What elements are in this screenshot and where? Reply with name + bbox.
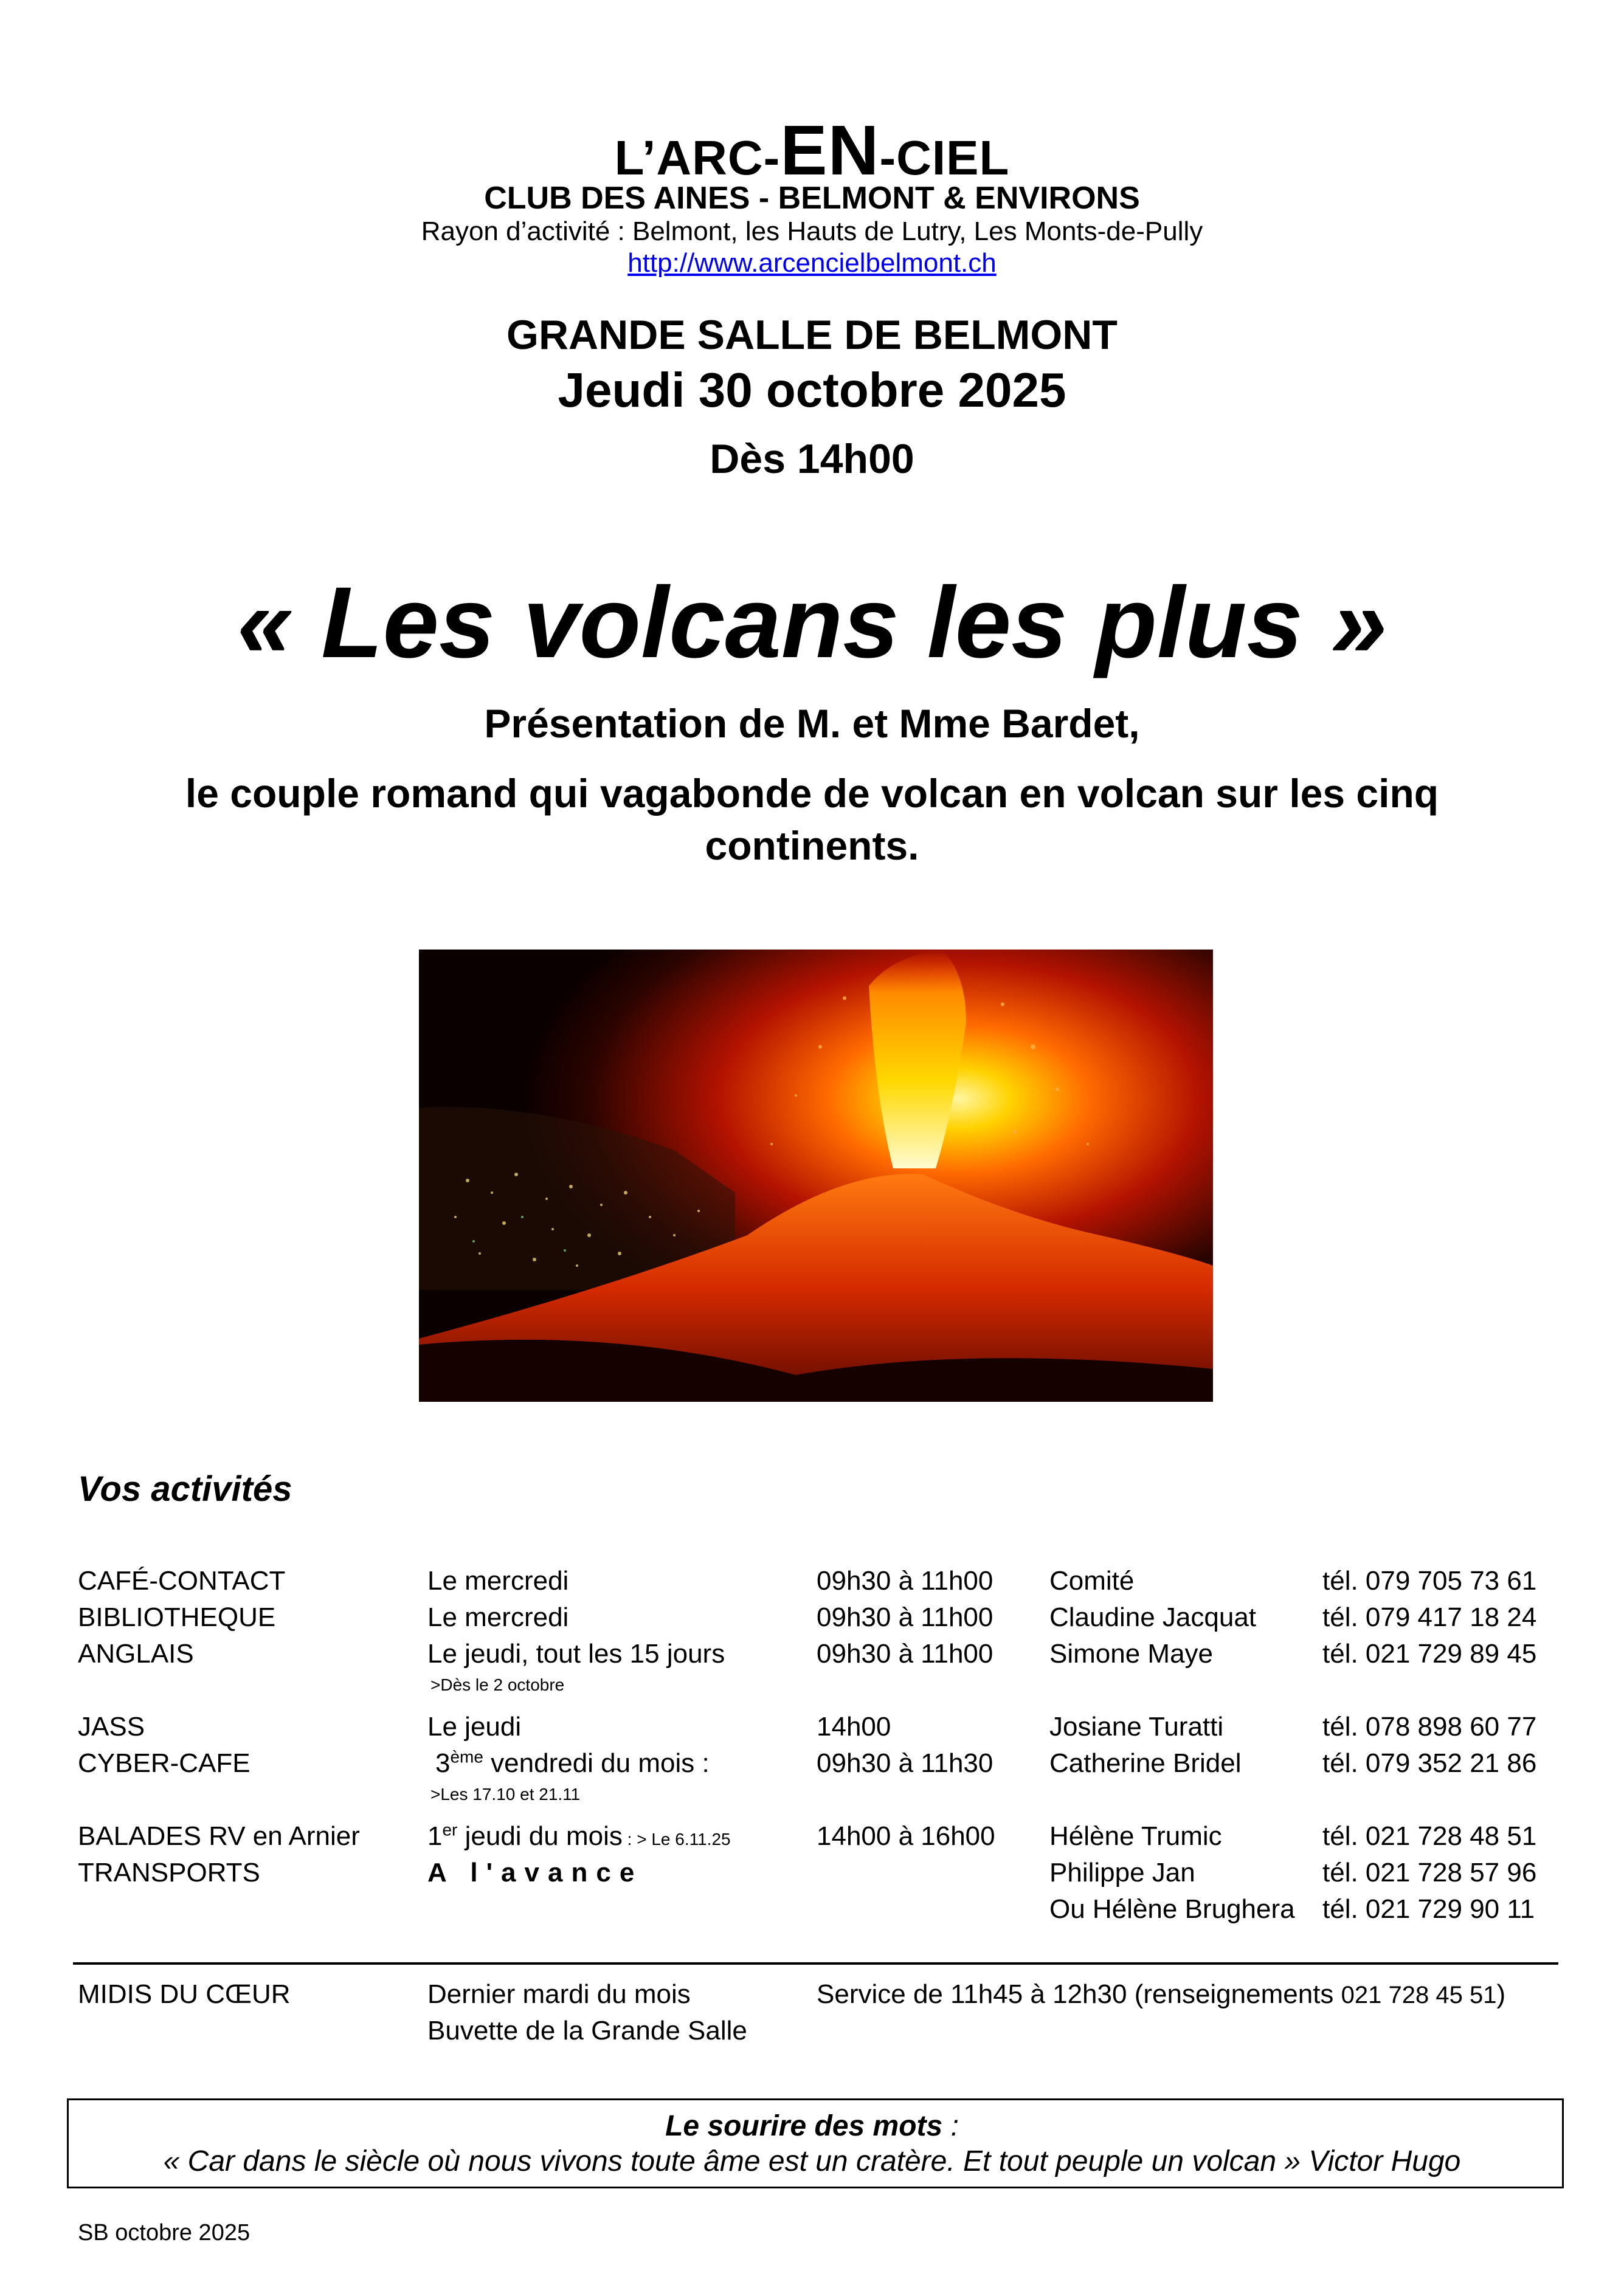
logo-part-3: -CIEL [879,131,1010,185]
activity-name: CAFÉ-CONTACT [78,1566,286,1596]
event-title: « Les volcans les plus » [237,567,1387,679]
logo-part-1: L’ARC- [614,131,781,185]
website-link[interactable]: http://www.arcencielbelmont.ch [627,248,997,278]
activity-name: TRANSPORTS [78,1858,260,1887]
activity-phone: tél. 079 417 18 24 [1322,1602,1537,1632]
activity-contact: Claudine Jacquat [1049,1602,1257,1632]
activity-phone: tél. 021 729 89 45 [1322,1639,1537,1669]
activity-phone: tél. 079 705 73 61 [1322,1566,1537,1596]
activity-contact: Simone Maye [1049,1639,1214,1669]
activity-name: JASS [78,1712,145,1742]
section-divider [73,1962,1558,1965]
activity-hours: 09h30 à 11h00 [817,1566,993,1596]
activity-when: A l'avance [427,1858,643,1887]
event-time: Dès 14h00 [710,436,914,482]
activities-heading: Vos activités [78,1469,292,1509]
footer-signature: SB octobre 2025 [78,2220,251,2246]
activity-note: >Les 17.10 et 21.11 [430,1785,581,1804]
event-venue: GRANDE SALLE DE BELMONT [506,312,1118,358]
activity-contact: Hélène Trumic [1049,1821,1222,1851]
activity-when: Le jeudi [427,1712,522,1742]
activity-phone: tél. 021 729 90 11 [1322,1894,1535,1924]
activity-hours: 09h30 à 11h30 [817,1748,993,1778]
activity-phone: tél. 079 352 21 86 [1322,1748,1537,1778]
midis-when: Dernier mardi du mois [427,1979,691,2009]
activity-name: BALADES RV en Arnier [78,1821,360,1851]
activity-phone: tél. 021 728 48 51 [1322,1821,1537,1851]
activity-contact: Catherine Bridel [1049,1748,1242,1778]
activity-when: Le jeudi, tout les 15 jours [427,1639,725,1669]
club-logo-title [0,109,1624,191]
event-description: le couple romand qui vagabonde de volcan en volcan sur les cinq continents. [185,771,1439,868]
activity-hours: 14h00 à 16h00 [817,1821,995,1851]
club-name: CLUB DES AINES - BELMONT & ENVIRONS [484,181,1140,216]
activity-when: 1er jeudi du mois : > Le 6.11.25 [427,1820,731,1851]
activity-when: 3ème vendredi du mois : [435,1747,710,1778]
logo-part-big: EN [780,111,880,190]
activity-name: CYBER-CAFE [78,1748,251,1778]
activity-name: ANGLAIS [78,1639,194,1669]
activity-name: BIBLIOTHEQUE [78,1602,276,1632]
quote-text: « Car dans le siècle où nous vivons toute âme est un cratère. Et tout peuple un volcan » Victor Hugo [163,2145,1461,2177]
midis-name: MIDIS DU CŒUR [78,1979,291,2009]
event-presenter: Présentation de M. et Mme Bardet, [484,701,1140,746]
activity-contact: Ou Hélène Brughera [1049,1894,1295,1924]
activity-area: Rayon d’activité : Belmont, les Hauts de Lutry, Les Monts-de-Pully [421,216,1203,246]
quote-title: Le sourire des mots : [665,2110,959,2142]
activity-when: Le mercredi [427,1602,569,1632]
activity-contact: Philippe Jan [1049,1858,1195,1887]
activity-contact: Josiane Turatti [1049,1712,1224,1742]
activity-phone: tél. 021 728 57 96 [1322,1858,1537,1887]
midis-service: Service de 11h45 à 12h30 (renseignements 021 728 45 51) [817,1979,1506,2009]
activity-hours: 14h00 [817,1712,891,1742]
activity-hours: 09h30 à 11h00 [817,1639,993,1669]
midis-location: Buvette de la Grande Salle [427,2016,747,2046]
activity-phone: tél. 078 898 60 77 [1322,1712,1537,1742]
activity-contact: Comité [1049,1566,1135,1596]
activity-when: Le mercredi [427,1566,569,1596]
volcano-eruption-photo [419,950,1213,1402]
activity-hours: 09h30 à 11h00 [817,1602,993,1632]
event-date: Jeudi 30 octobre 2025 [558,363,1066,417]
activity-note: >Dès le 2 octobre [430,1675,565,1694]
